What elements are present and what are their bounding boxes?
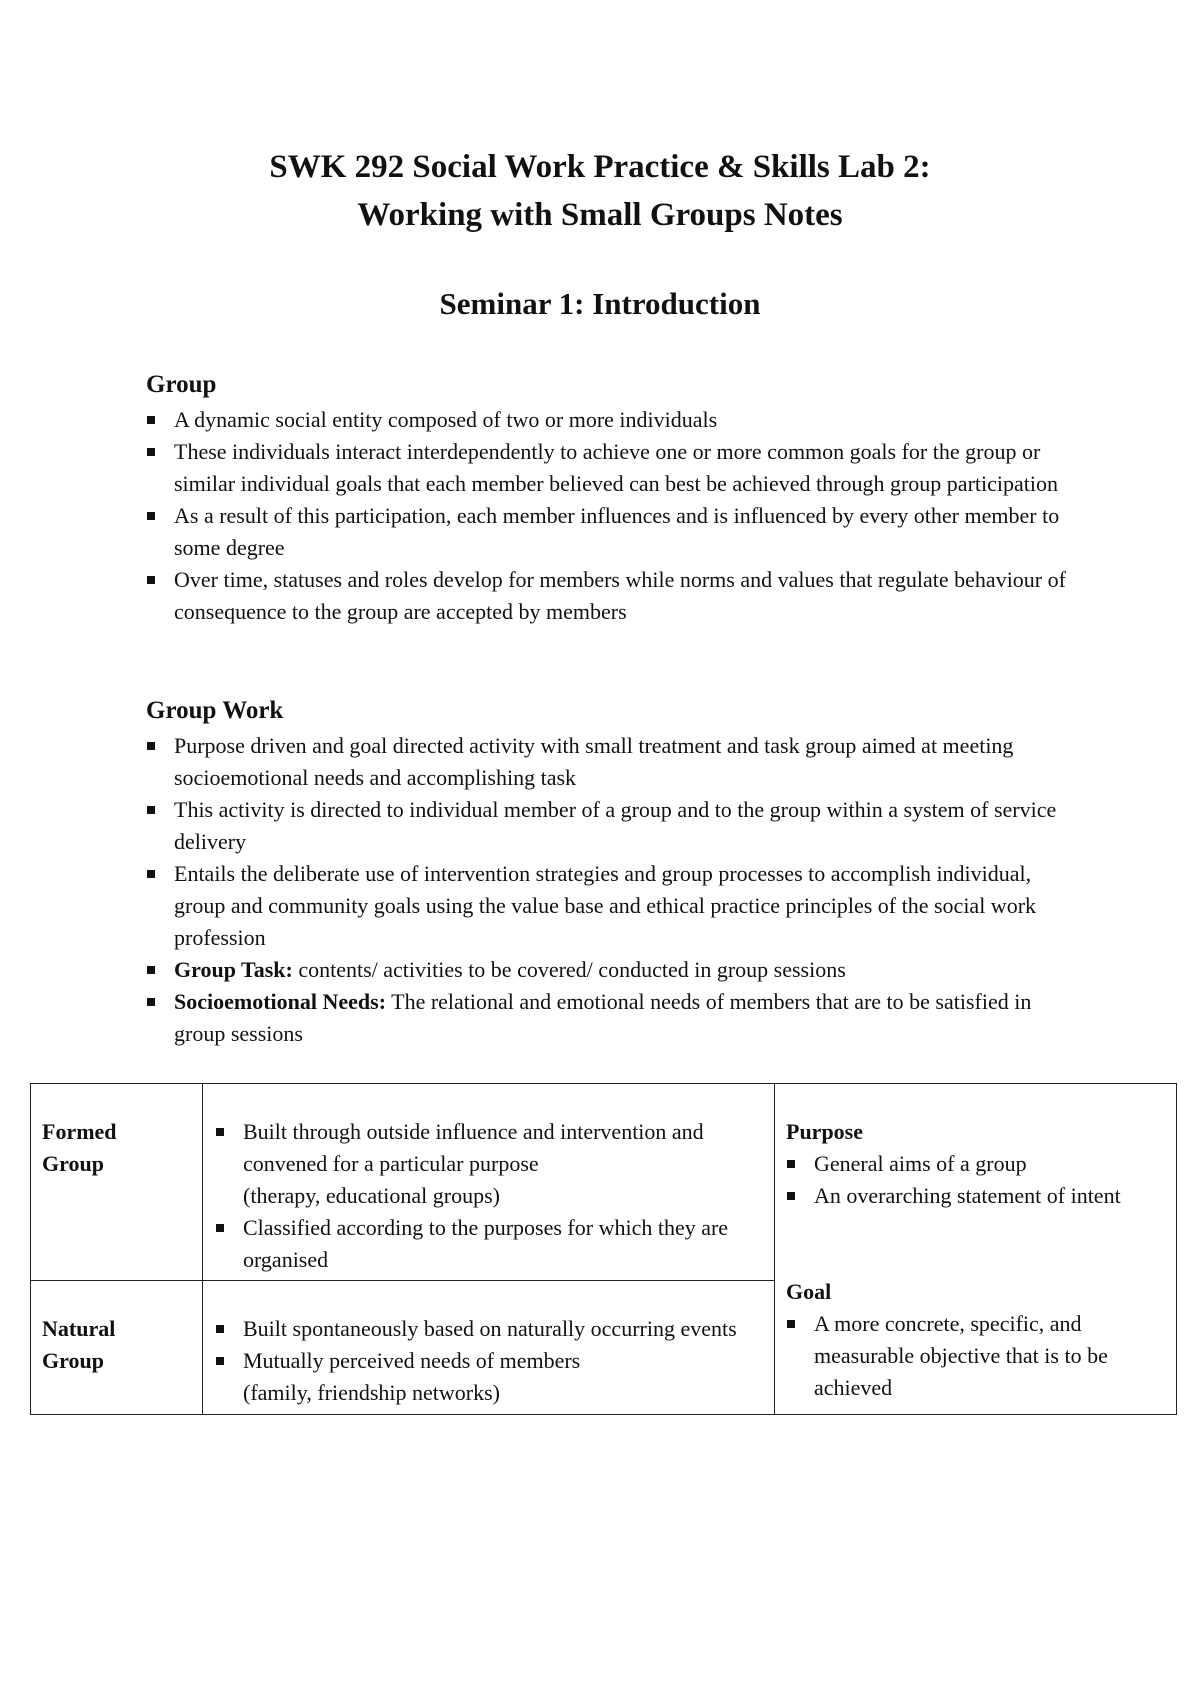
group-work-bullet: This activity is directed to individual member of a group and to the group within a system of service delivery — [146, 794, 1076, 858]
goal-bullet: A more concrete, specific, and measurable objective that is to be achieved — [786, 1308, 1168, 1404]
group-task-bullet — [146, 954, 1076, 986]
seminar-subtitle: Seminar 1: Introduction — [439, 286, 761, 321]
document-title-line2: Working with Small Groups Notes — [357, 197, 843, 233]
group-work-bullet-list — [146, 730, 1076, 1050]
natural-bullet: Built spontaneously based on naturally occurring events — [215, 1313, 764, 1345]
natural-label-line2: Group — [42, 1348, 104, 1374]
natural-group-description-cell — [203, 1281, 775, 1415]
group-bullet: As a result of this participation, each member influences and is influenced by every other member to some degree — [146, 500, 1076, 564]
natural-group-label-cell — [31, 1281, 203, 1415]
formed-label-line2: Group — [42, 1151, 104, 1176]
goal-bullets — [786, 1308, 1168, 1404]
purpose-bullet: General aims of a group — [786, 1148, 1168, 1180]
group-bullet-list — [146, 404, 1076, 628]
formed-bullet: Classified according to the purposes for which they are organised — [215, 1212, 764, 1276]
socioemotional-bullet — [146, 986, 1076, 1050]
group-heading: Group — [146, 371, 217, 398]
table-row-formed — [31, 1084, 1177, 1281]
group-task-text: contents/ activities to be covered/ conducted in group sessions — [298, 957, 846, 982]
socioemotional-term: Socioemotional Needs: — [174, 989, 387, 1014]
natural-group-bullets — [215, 1313, 764, 1409]
formed-bullet1-text: Built through outside influence and intervention and convened for a particular purpose — [243, 1119, 704, 1176]
formed-label-line1: Formed — [42, 1119, 117, 1144]
socioemotional-text: The relational and emotional needs of members that are to be satisfied in group sessions — [174, 989, 1032, 1046]
natural-bullet — [215, 1345, 764, 1409]
group-work-heading: Group Work — [146, 697, 284, 724]
natural-bullet2-example: (family, friendship networks) — [243, 1380, 501, 1406]
spacer — [786, 1212, 1168, 1276]
purpose-heading: Purpose — [786, 1119, 863, 1144]
purpose-bullet: An overarching statement of intent — [786, 1180, 1168, 1212]
purpose-bullets — [786, 1148, 1168, 1212]
group-types-table — [30, 1083, 1177, 1415]
formed-group-bullets — [215, 1116, 764, 1276]
group-work-bullet: Purpose driven and goal directed activity with small treatment and task group aimed at meeting socioemotional needs and accomplishing task — [146, 730, 1076, 794]
natural-bullet2-text: Mutually perceived needs of members — [243, 1348, 581, 1374]
group-section — [146, 368, 1076, 628]
formed-bullet — [215, 1116, 764, 1212]
formed-bullet1-example: (therapy, educational groups) — [243, 1183, 500, 1208]
group-bullet: A dynamic social entity composed of two or more individuals — [146, 404, 1076, 436]
group-task-term: Group Task: — [174, 957, 293, 982]
group-bullet: Over time, statuses and roles develop for members while norms and values that regulate behaviour of consequence to the group are accepted by members — [146, 564, 1076, 628]
group-work-bullet: Entails the deliberate use of intervention strategies and group processes to accomplish individual, group and community goals using the value base and ethical practice principles of the social work profession — [146, 858, 1076, 954]
document-title-line1: SWK 292 Social Work Practice & Skills Lab 2: — [269, 149, 931, 185]
group-bullet: These individuals interact interdependently to achieve one or more common goals for the group or similar individual goals that each member believed can best be achieved through group participation — [146, 436, 1076, 500]
natural-label-line1: Natural — [42, 1316, 116, 1342]
purpose-goal-cell — [775, 1084, 1177, 1415]
formed-group-description-cell — [203, 1084, 775, 1281]
goal-heading: Goal — [786, 1279, 832, 1304]
group-work-section — [146, 694, 1076, 1050]
formed-group-label-cell — [31, 1084, 203, 1281]
